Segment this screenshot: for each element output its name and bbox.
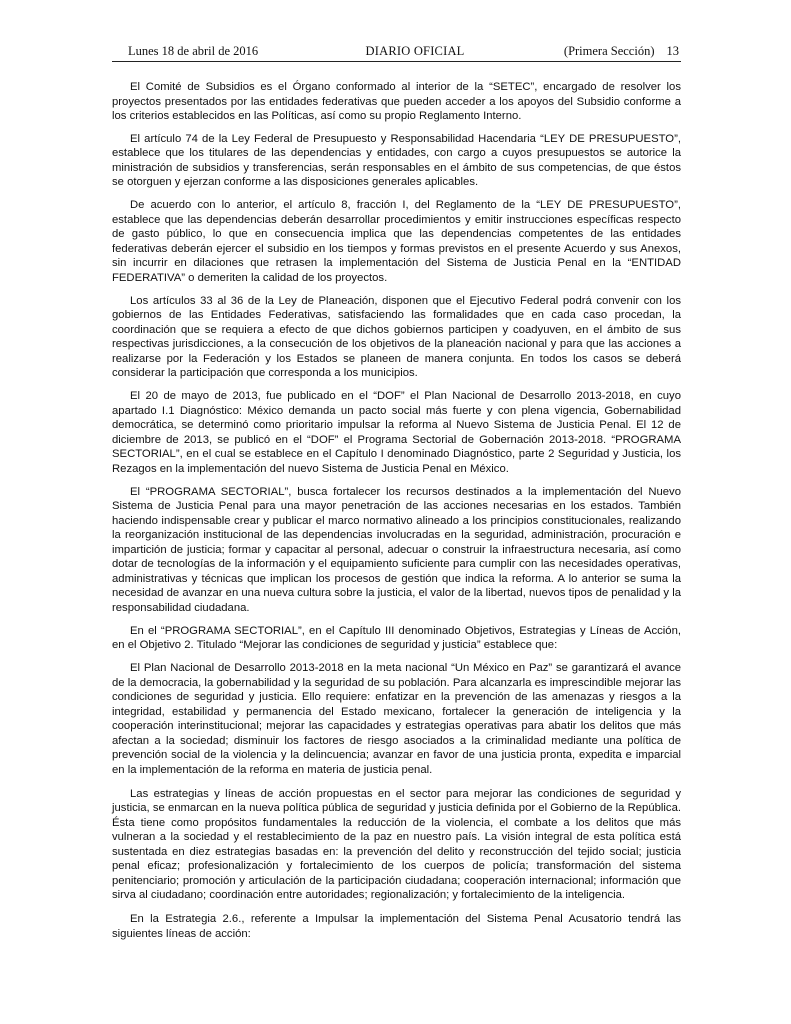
document-body (112, 80, 681, 941)
paragraph-articulo-74: El artículo 74 de la Ley Federal de Presupuesto y Responsabilidad Hacendaria “LEY DE PRESUPUESTO”, establece que los titulares de las dependencias y entidades, con cargo a cuyos presupuestos se autorice la ministración de subsidios y transferencias, serán responsables en el ámbito de sus competencias, de que éstos se otorguen y ejerzan conforme a las disposiciones generales aplicables. (112, 132, 681, 189)
page-header (112, 44, 681, 62)
publication-title: DIARIO OFICIAL (365, 44, 465, 58)
page-number: 13 (666, 44, 679, 58)
header-section: (Primera Sección) (563, 44, 655, 58)
document-page (112, 44, 681, 949)
paragraph-articulo-8: De acuerdo con lo anterior, el artículo 8, fracción I, del Reglamento de la “LEY DE PRESUPUESTO”, establece que las dependencias deberán desarrollar procedimientos y emitir instrucciones específicas respecto de gasto público, lo que en consecuencia implica que las dependencias competentes de las entidades federativas deberán ejercer el subsidio en los tiempos y formas previstos en el presente Acuerdo y sus Anexos, sin incurrir en dilaciones que retrasen la implementación del Sistema de Justicia Penal en la “ENTIDAD FEDERATIVA” o demeriten la calidad de los proyectos. (112, 199, 681, 284)
paragraph-estrategia-2-6: En la Estrategia 2.6., referente a Impulsar la implementación del Sistema Penal Acusatorio tendrá las siguientes líneas de acción: (112, 913, 681, 940)
paragraph-ley-planeacion: Los artículos 33 al 36 de la Ley de Planeación, disponen que el Ejecutivo Federal podrá convenir con los gobiernos de las Entidades Federativas, satisfaciendo las formalidades que en cada caso procedan, la coordinación que se requiera a efecto de que dichos gobiernos participen y coadyuven, en el ámbito de sus respectivas jurisdicciones, a la consecución de los objetivos de la planeación nacional y para que las acciones a realizarse por la Federación y los Estados se planeen de manera conjunta. En todos los casos se deberá considerar la participación que corresponda a los municipios. (112, 294, 681, 380)
paragraph-comite-subsidios: El Comité de Subsidios es el Órgano conformado al interior de la “SETEC”, encargado de resolver los proyectos presentados por las entidades federativas que pueden acceder a los apoyos del Subsidio conforme a los criterios establecidos en las Políticas, así como su propio Reglamento Interno. (112, 81, 681, 123)
paragraph-meta-nacional: El Plan Nacional de Desarrollo 2013-2018 en la meta nacional “Un México en Paz” se garantizará el avance de la democracia, la gobernabilidad y la seguridad de su población. Para alcanzarla es imprescindible mejorar las condiciones de seguridad y justicia. Ello requiere: enfatizar en la prevención de las amenazas y riesgos a la integridad, estabilidad y permanencia del Estado mexicano, fortalecer la generación de inteligencia y la cooperación interinstitucional; mejorar las capacidades y estrategias operativas para abatir los delitos que más afectan a la sociedad; disminuir los factores de riesgo asociados a la criminalidad mediante una política de prevención social de la violencia y la delincuencia; avanzar en favor de una justicia pronta, expedita e imparcial en la implementación de la reforma en materia de justicia penal. (112, 662, 681, 776)
header-date: Lunes 18 de abril de 2016 (128, 44, 259, 58)
paragraph-plan-nacional: El 20 de mayo de 2013, fue publicado en el “DOF” el Plan Nacional de Desarrollo 2013-2018, en cuyo apartado I.1 Diagnóstico: México demanda un pacto social más fuerte y con plena vigencia, Gobernabilidad democrática, se determinó como prioritario impulsar la reforma al Nuevo Sistema de Justicia Penal. El 12 de diciembre de 2013, se publicó en el “DOF” el Programa Sectorial de Gobernación 2013-2018. “PROGRAMA SECTORIAL”, en el cual se establece en el Capítulo I denominado Diagnóstico, parte 2 Seguridad y Justicia, los Rezagos en la implementación del nuevo Sistema de Justicia Penal en México. (112, 390, 681, 475)
paragraph-capitulo-iii: En el “PROGRAMA SECTORIAL”, en el Capítulo III denominado Objetivos, Estrategias y Líneas de Acción, en el Objetivo 2. Titulado “Mejorar las condiciones de seguridad y justicia” establece que: (112, 624, 681, 652)
paragraph-estrategias: Las estrategias y líneas de acción propuestas en el sector para mejorar las condiciones de seguridad y justicia, se enmarcan en la nueva política pública de seguridad y justicia definida por el Gobierno de la República. Ésta tiene como propósitos fundamentales la reducción de la violencia, el combate a los delitos que más vulneran a la sociedad y el restablecimiento de la paz en nuestro país. La visión integral de esta política está sustentada en diez estrategias basadas en: la prevención del delito y reconstrucción del tejido social; justicia penal eficaz; profesionalización y fortalecimiento de los cuerpos de policía; transformación del sistema penitenciario; promoción y articulación de la participación ciudadana; cooperación internacional; información que sirva al ciudadano; coordinación entre autoridades; regionalización; y fortalecimiento de la inteligencia. (112, 787, 681, 902)
paragraph-programa-sectorial: El “PROGRAMA SECTORIAL”, busca fortalecer los recursos destinados a la implementación del Nuevo Sistema de Justicia Penal para una mayor penetración de las acciones necesarias en los estados. También haciendo indispensable crear y publicar el marco normativo alineado a los principios constitucionales, realizando la reorganización institucional de las dependencias involucradas en la seguridad, administración, procuración e impartición de justicia; formar y capacitar al personal, adecuar o construir la infraestructura necesaria, así como dotar de tecnologías de la información y el equipamiento suficiente para cumplir con las necesidades operativas, administrativas y técnicas que implican los procesos de gestión que indica la reforma. A lo anterior se suma la necesidad de avanzar en una nueva cultura sobre la justicia, el valor de la libertad, nuevos tipos de penalidad y la responsabilidad ciudadana. (112, 485, 681, 614)
